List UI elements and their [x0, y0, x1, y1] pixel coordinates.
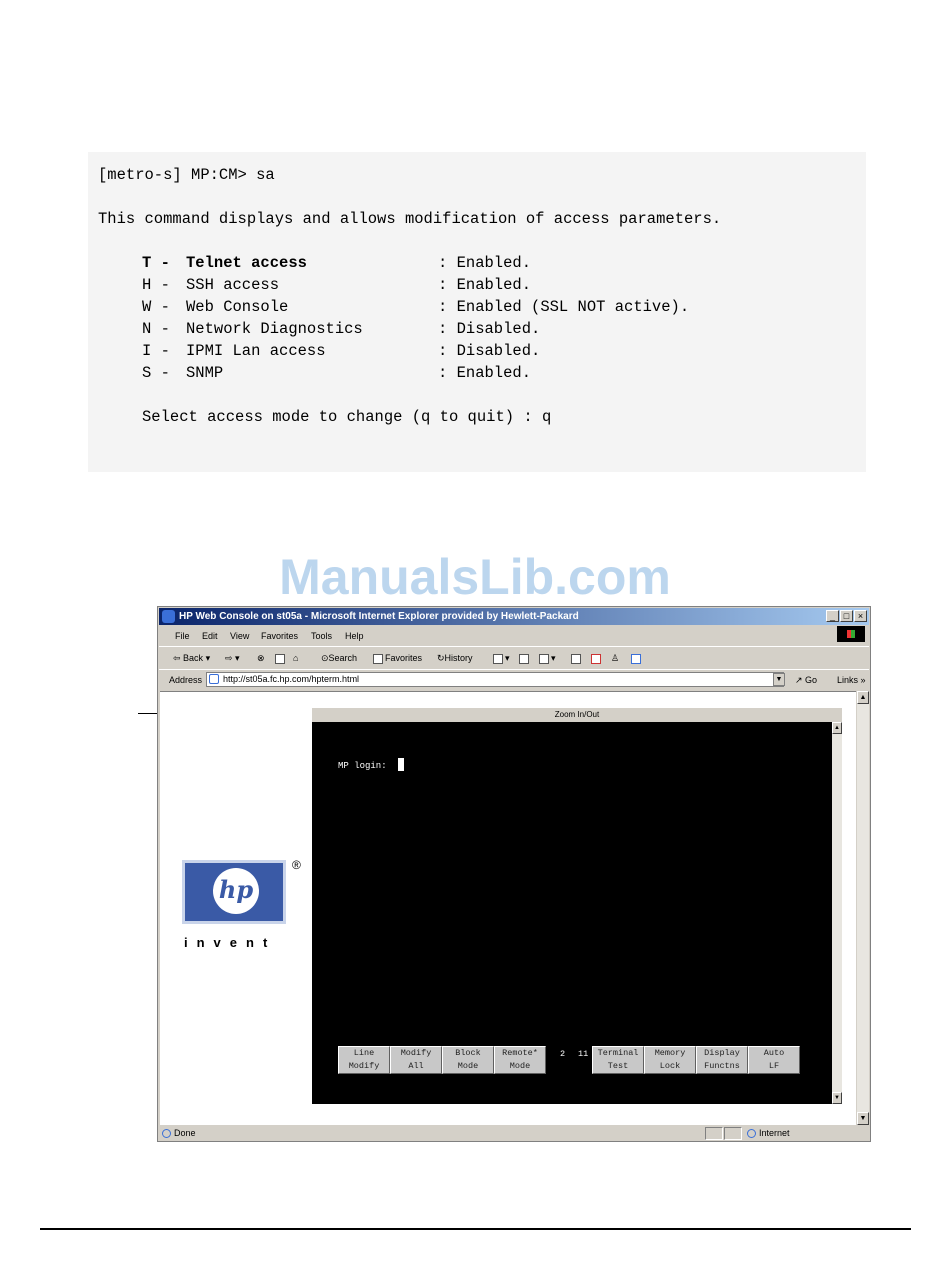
status-bar	[159, 1126, 869, 1141]
page-scrollbar[interactable]	[856, 691, 869, 1125]
access-option-row: S - SNMP : Enabled.	[142, 364, 532, 382]
messenger-icon[interactable]	[591, 647, 603, 669]
footer-rule	[40, 1228, 911, 1230]
ie-logo-icon	[162, 610, 175, 623]
menu-edit[interactable]: Edit	[202, 631, 218, 641]
status-done: Done	[162, 1126, 196, 1141]
close-button[interactable]: ×	[854, 610, 867, 622]
mail-icon[interactable]: ▾	[493, 647, 510, 669]
window-icon[interactable]	[631, 647, 643, 669]
page-done-icon	[162, 1129, 171, 1138]
terminal-output-panel	[88, 152, 866, 472]
favorites-button[interactable]: Favorites	[373, 647, 422, 669]
address-input[interactable]	[206, 672, 784, 687]
windows-flag-icon	[837, 626, 865, 642]
login-prompt: MP login:	[338, 761, 387, 771]
fkey-modify-all[interactable]: Modify All	[390, 1046, 442, 1074]
history-button[interactable]: ↻History	[437, 653, 473, 663]
menu-bar	[159, 626, 869, 647]
access-option-row: H - SSH access : Enabled.	[142, 276, 532, 294]
page-icon	[209, 674, 219, 684]
print-icon[interactable]	[519, 647, 531, 669]
hp-logo	[182, 860, 286, 924]
fkey-display-functns[interactable]: Display Functns	[696, 1046, 748, 1074]
status-segment	[724, 1127, 742, 1140]
menu-tools[interactable]: Tools	[311, 631, 333, 641]
address-bar	[159, 670, 869, 690]
search-button[interactable]: ⊙Search	[321, 653, 358, 663]
terminal-prompt-line: [metro-s] MP:CM> sa	[98, 166, 275, 184]
text-cursor	[398, 758, 404, 771]
terminal-text	[98, 164, 721, 428]
menu-help[interactable]: Help	[345, 631, 364, 641]
scroll-down-icon[interactable]: ▼	[857, 1112, 869, 1125]
scroll-up-icon[interactable]: ▲	[857, 691, 869, 704]
access-option-row: T - Telnet access : Enabled.	[142, 254, 532, 272]
menu-view[interactable]: View	[230, 631, 250, 641]
menu-favorites[interactable]: Favorites	[261, 631, 299, 641]
refresh-icon[interactable]	[275, 647, 287, 669]
fkey-number: 2	[560, 1049, 566, 1059]
status-zone: Internet	[747, 1126, 790, 1141]
fkey-block-mode[interactable]: Block Mode	[442, 1046, 494, 1074]
forward-button[interactable]: ⇨ ▾	[225, 653, 240, 663]
go-button[interactable]: ↗ Go	[795, 675, 818, 685]
address-value: http://st05a.fc.hp.com/hpterm.html	[223, 674, 360, 684]
scroll-up-icon[interactable]: ▲	[832, 722, 842, 734]
globe-icon	[747, 1129, 756, 1138]
window-title: HP Web Console on st05a - Microsoft Internet Explorer provided by Hewlett-Packard	[179, 611, 579, 622]
zoom-button[interactable]: Zoom In/Out	[312, 708, 842, 722]
address-label: Address	[169, 675, 203, 685]
page-content	[160, 691, 856, 1125]
watermark: ManualsLib.com	[279, 549, 671, 605]
fkey-line-modify[interactable]: Line Modify	[338, 1046, 390, 1074]
hp-logo-circle	[213, 868, 259, 914]
minimize-button[interactable]: _	[826, 610, 839, 622]
hp-tagline: invent	[184, 935, 277, 950]
browser-window	[157, 606, 871, 1142]
toolbar	[159, 647, 869, 670]
back-button[interactable]: ⇦ Back ▾	[173, 653, 211, 663]
fkey-terminal-test[interactable]: Terminal Test	[592, 1046, 644, 1074]
edit-icon[interactable]: ▾	[539, 647, 556, 669]
fkey-number: 11	[578, 1049, 589, 1059]
address-dropdown-icon[interactable]: ▼	[773, 673, 785, 686]
registered-mark: ®	[292, 858, 301, 872]
access-option-row: W - Web Console : Enabled (SSL NOT active).	[142, 298, 690, 316]
people-icon[interactable]: ♙	[611, 653, 620, 663]
web-console[interactable]	[312, 708, 842, 1104]
menu-file[interactable]: File	[175, 631, 190, 641]
console-scrollbar[interactable]	[832, 722, 842, 1104]
maximize-button[interactable]: □	[840, 610, 853, 622]
status-segment	[705, 1127, 723, 1140]
title-bar[interactable]	[159, 608, 869, 625]
access-option-row: N - Network Diagnostics : Disabled.	[142, 320, 541, 338]
stop-icon[interactable]: ⊗	[257, 653, 265, 663]
fkey-remote-mode[interactable]: Remote* Mode	[494, 1046, 546, 1074]
hp-logo-mark: hp	[218, 875, 254, 904]
terminal-intro-line: This command displays and allows modification of access parameters.	[98, 210, 722, 228]
links-button[interactable]: Links »	[837, 675, 866, 685]
discuss-icon[interactable]	[571, 647, 583, 669]
fkey-auto-lf[interactable]: Auto LF	[748, 1046, 800, 1074]
terminal-select-line: Select access mode to change (q to quit) : q	[142, 408, 552, 426]
home-icon[interactable]: ⌂	[293, 653, 299, 663]
scroll-down-icon[interactable]: ▼	[832, 1092, 842, 1104]
fkey-memory-lock[interactable]: Memory Lock	[644, 1046, 696, 1074]
access-option-row: I - IPMI Lan access : Disabled.	[142, 342, 541, 360]
